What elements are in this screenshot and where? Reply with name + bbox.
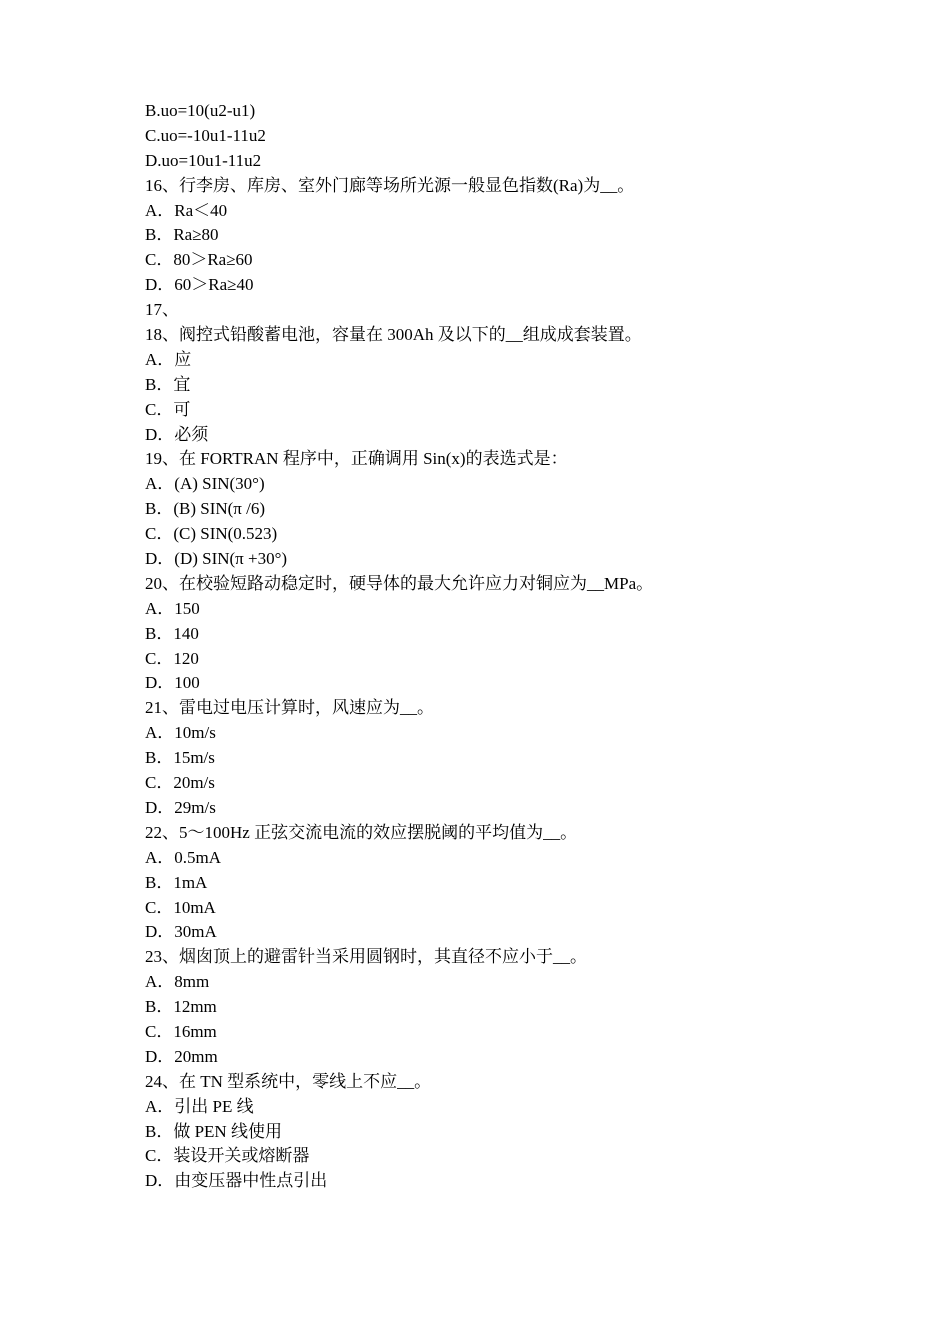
option-line: A．0.5mA [145,847,222,867]
option-line: A．引出 PE 线 [145,1096,254,1116]
option-line: C．120 [145,648,199,668]
option-line: C．16mm [145,1021,217,1041]
option-line: B.uo=10(u2-u1) [145,101,256,120]
option-line: C．20m/s [145,773,215,793]
question-18: 18、阀控式铅酸蓄电池，容量在 300Ah 及以下的__组成成套装置。 [145,325,642,345]
option-line: D．29m/s [145,797,216,817]
question-24: 24、在 TN 型系统中，零线上不应__。 [145,1071,432,1091]
option-line: B．做 PEN 线使用 [145,1121,282,1141]
question-22: 22、5～100Hz 正弦交流电流的效应摆脱阈的平均值为__。 [145,822,578,842]
option-line: C．80＞Ra≥60 [145,250,253,270]
option-line: A．Ra＜40 [145,200,228,220]
option-line: B．12mm [145,997,217,1017]
option-line: D．必须 [145,424,209,444]
option-line: C．10mA [145,897,216,917]
option-line: D.uo=10u1-11u2 [145,150,262,170]
question-17: 17、 [145,300,179,320]
question-20: 20、在校验短路动稳定时，硬导体的最大允许应力对铜应为__MPa。 [145,573,654,593]
question-23: 23、烟囱顶上的避雷针当采用圆钢时，其直径不应小于__。 [145,947,587,967]
document-page [145,99,845,1194]
option-line: B．宜 [145,374,191,394]
option-line: A．应 [145,349,192,369]
option-line: B．1mA [145,872,208,892]
option-line: B．(B) SIN(π /6) [145,499,266,519]
option-line: C．(C) SIN(0.523) [145,524,278,544]
option-line: B．15m/s [145,748,215,768]
option-line: B．140 [145,623,199,643]
option-line: D．100 [145,673,200,693]
option-line: B．Ra≥80 [145,225,219,245]
option-line: D．由变压器中性点引出 [145,1171,328,1191]
option-line: A．150 [145,598,200,618]
option-line: C．装设开关或熔断器 [145,1146,310,1166]
question-19: 19、在 FORTRAN 程序中，正确调用 Sin(x)的表选式是： [145,449,568,469]
option-line: D．(D) SIN(π +30°) [145,549,288,569]
option-line: A．10m/s [145,723,216,743]
option-line: D．60＞Ra≥40 [145,275,254,295]
option-line: A．(A) SIN(30°) [145,474,265,494]
option-line: C.uo=-10u1-11u2 [145,125,266,145]
option-line: D．30mA [145,922,217,942]
question-21: 21、雷电过电压计算时，风速应为__。 [145,698,434,718]
option-line: A．8mm [145,972,210,992]
option-line: D．20mm [145,1046,218,1066]
question-16: 16、行李房、库房、室外门廊等场所光源一般显色指数(Ra)为__。 [145,175,635,195]
option-line: C．可 [145,399,191,419]
